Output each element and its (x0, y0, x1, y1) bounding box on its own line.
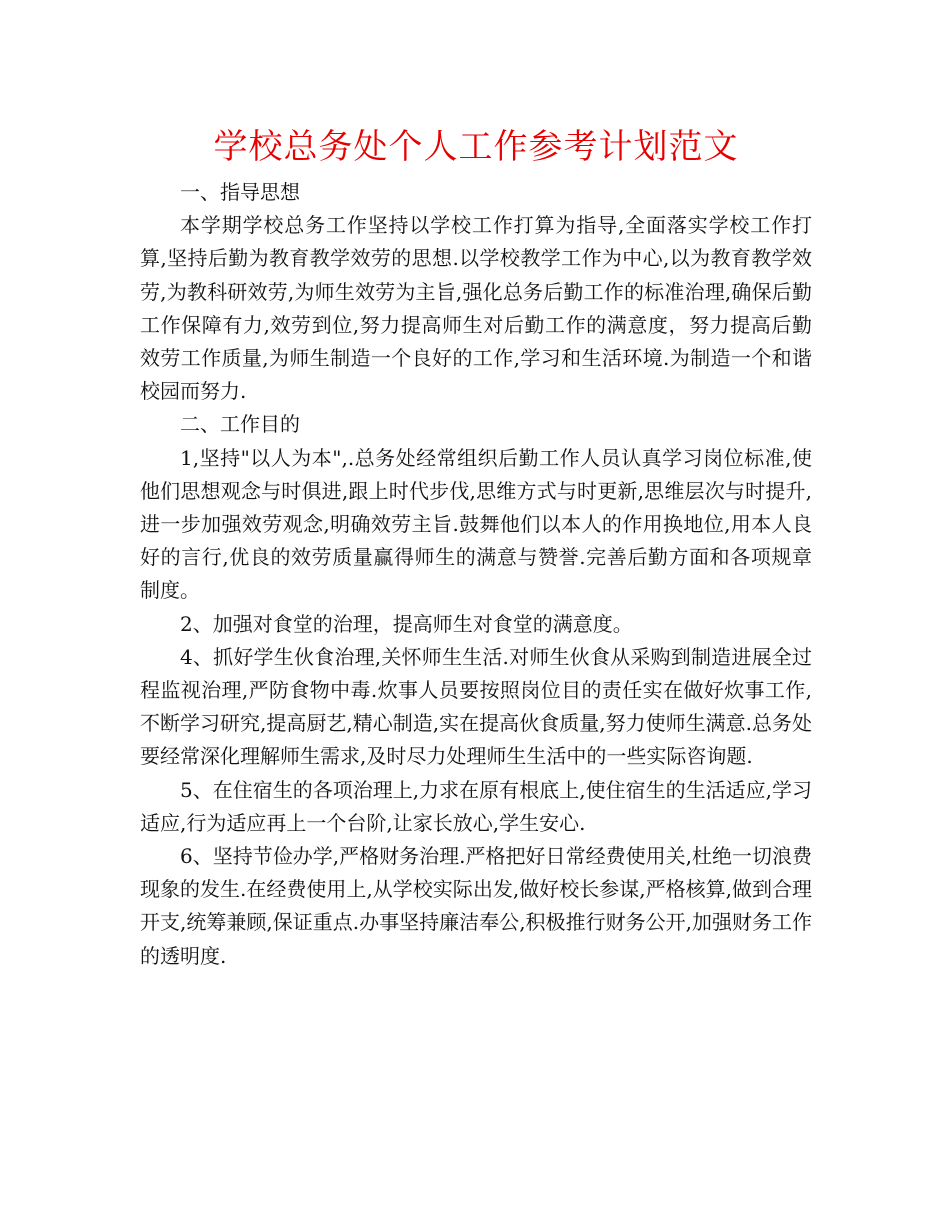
list-item-goal-2: 2、加强对食堂的治理，提高师生对食堂的满意度。 (180, 611, 633, 636)
document-title: 学校总务处个人工作参考计划范文 (213, 127, 739, 167)
section-heading-work-goals: 二、工作目的 (180, 412, 300, 437)
list-item-goal-1: 1,坚持"以人为本",.总务处经常组织后勤工作人员认真学习岗位标准,使他们思想观念与时俱进,跟上时代步伐,思维方式与时更新,思维层次与时提升,进一步加强效劳观念,明确效劳主旨.鼓舞他们以本人的作用换地位,用本人良好的言行,优良的效劳质量赢得师生的满意与赞誉.完善后勤方面和各项规章制度。 (140, 445, 812, 603)
paragraph-guiding-ideology: 本学期学校总务工作坚持以学校工作打算为指导,全面落实学校工作打算,坚持后勤为教育教学效劳的思想.以学校教学工作为中心,以为教育教学效劳,为教科研效劳,为师生效劳为主旨,强化总务后勤工作的标准治理,确保后勤工作保障有力,效劳到位,努力提高师生对后勤工作的满意度，努力提高后勤效劳工作质量,为师生制造一个良好的工作,学习和生活环境.为制造一个和谐校园而努力. (140, 213, 812, 404)
list-item-goal-6: 6、坚持节俭办学,严格财务治理.严格把好日常经费使用关,杜绝一切浪费现象的发生.在经费使用上,从学校实际出发,做好校长参谋,严格核算,做到合理开支,统筹兼顾,保证重点.办事坚持廉洁奉公,积极推行财务公开,加强财务工作的透明度. (140, 844, 812, 968)
document-page (140, 118, 812, 973)
list-item-goal-5: 5、在住宿生的各项治理上,力求在原有根底上,使住宿生的生活适应,学习适应,行为适应再上一个台阶,让家长放心,学生安心. (140, 777, 812, 835)
list-item-goal-4: 4、抓好学生伙食治理,关怀师生生活.对师生伙食从采购到制造进展全过程监视治理,严防食物中毒.炊事人员要按照岗位目的责任实在做好炊事工作,不断学习研究,提高厨艺,精心制造,实在提高伙食质量,努力使师生满意.总务处要经常深化理解师生需求,及时尽力处理师生生活中的一些实际咨询题. (140, 644, 812, 769)
section-heading-guiding-ideology: 一、指导思想 (180, 180, 300, 204)
